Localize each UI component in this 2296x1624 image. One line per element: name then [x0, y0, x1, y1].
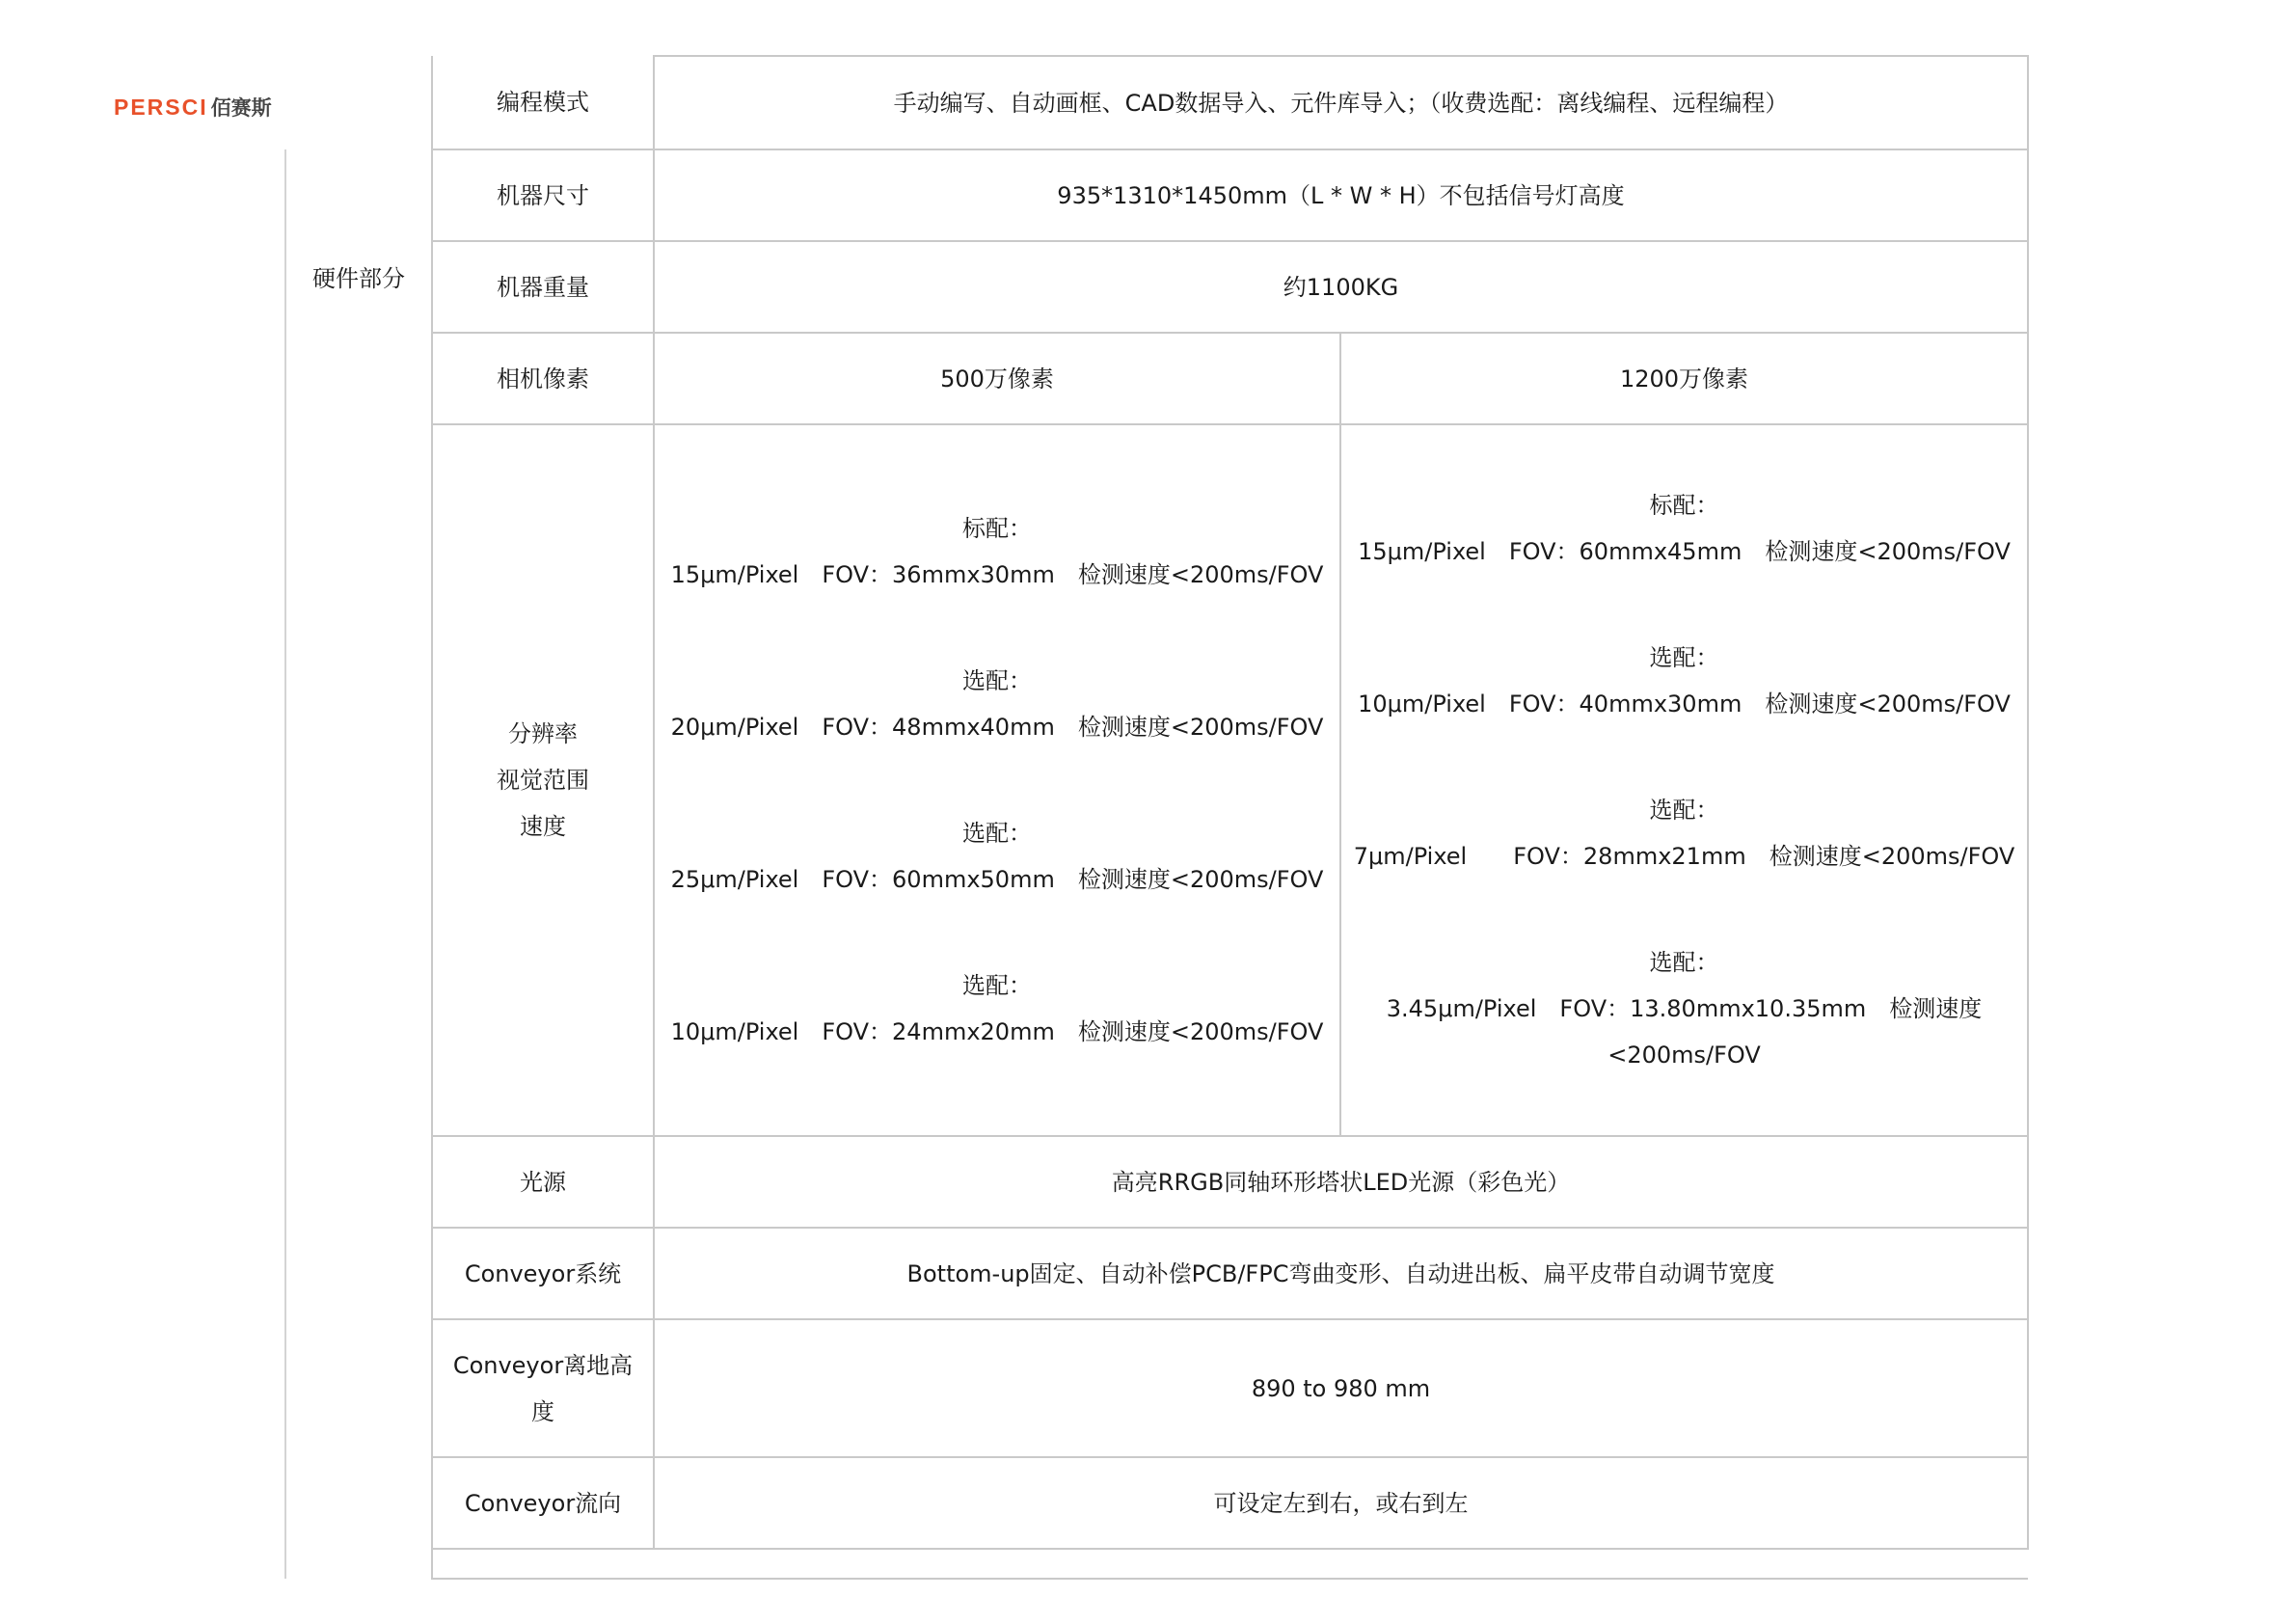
value-conveyor-direction: 可设定左到右，或右到左: [654, 1457, 2028, 1549]
label-conveyor-system: Conveyor系统: [432, 1228, 654, 1319]
spec-table: [284, 55, 2029, 1580]
option-type: 选配：: [962, 972, 1032, 999]
option-type: 选配：: [1649, 949, 1719, 976]
resolution-option: [1353, 787, 2015, 880]
row-weight: [285, 241, 2028, 333]
value-weight: 约1100KG: [654, 241, 2028, 333]
row-conveyor-height: [285, 1319, 2028, 1457]
option-spec: 3.45μm/Pixel FOV：13.80mmx10.35mm 检测速度<200ms/FOV: [1386, 995, 1983, 1069]
row-camera: [285, 333, 2028, 424]
resolution-option: [666, 505, 1328, 598]
resolution-5mp-cell: [654, 424, 1340, 1136]
label-camera: 相机像素: [432, 333, 654, 424]
option-spec: 20μm/Pixel FOV：48mmx40mm 检测速度<200ms/FOV: [670, 714, 1324, 741]
option-spec: 10μm/Pixel FOV：40mmx30mm 检测速度<200ms/FOV: [1358, 690, 2011, 717]
logo-cjk-text: 佰赛斯: [210, 96, 272, 120]
resolution-option: [666, 658, 1328, 750]
option-spec: 25μm/Pixel FOV：60mmx50mm 检测速度<200ms/FOV: [670, 866, 1324, 893]
row-programming: [285, 56, 2028, 149]
option-spec: 15μm/Pixel FOV：36mmx30mm 检测速度<200ms/FOV: [670, 561, 1324, 588]
row-conveyor-direction: [285, 1457, 2028, 1549]
label-resolution-line: 分辨率: [508, 720, 578, 747]
value-programming: 手动编写、自动画框、CAD数据导入、元件库导入；（收费选配：离线编程、远程编程）: [654, 56, 2028, 149]
option-type: 标配：: [1649, 492, 1719, 519]
resolution-option: [666, 962, 1328, 1055]
resolution-option: [1353, 939, 2015, 1078]
value-camera-5mp: 500万像素: [654, 333, 1340, 424]
option-spec: 7μm/Pixel FOV：28mmx21mm 检测速度<200ms/FOV: [1353, 843, 2015, 870]
row-conveyor-system: [285, 1228, 2028, 1319]
option-spec: 10μm/Pixel FOV：24mmx20mm 检测速度<200ms/FOV: [670, 1018, 1324, 1045]
label-conveyor-direction: Conveyor流向: [432, 1457, 654, 1549]
value-conveyor-system: Bottom-up固定、自动补偿PCB/FPC弯曲变形、自动进出板、扁平皮带自动调节宽度: [654, 1228, 2028, 1319]
label-speed-line: 速度: [520, 813, 566, 840]
group-blank-cell: [285, 56, 432, 149]
group-label-hardware: 硬件部分: [285, 149, 432, 1579]
value-conveyor-height: 890 to 980 mm: [654, 1319, 2028, 1457]
label-size: 机器尺寸: [432, 149, 654, 241]
row-size: [285, 149, 2028, 241]
row-light: [285, 1136, 2028, 1228]
option-spec: 15μm/Pixel FOV：60mmx45mm 检测速度<200ms/FOV: [1358, 538, 2011, 565]
label-conveyor-height: Conveyor离地高度: [432, 1319, 654, 1457]
tail-cell: [432, 1549, 2028, 1579]
label-programming: 编程模式: [432, 56, 654, 149]
value-light: 高亮RRGB同轴环形塔状LED光源（彩色光）: [654, 1136, 2028, 1228]
row-resolution: [285, 424, 2028, 1136]
option-type: 选配：: [962, 667, 1032, 694]
option-type: 标配：: [962, 515, 1032, 542]
option-type: 选配：: [1649, 644, 1719, 671]
value-camera-12mp: 1200万像素: [1340, 333, 2028, 424]
label-resolution: [432, 424, 654, 1136]
company-logo: [114, 93, 272, 122]
label-weight: 机器重量: [432, 241, 654, 333]
resolution-option: [1353, 635, 2015, 727]
resolution-12mp-cell: [1340, 424, 2028, 1136]
label-light: 光源: [432, 1136, 654, 1228]
resolution-option: [666, 810, 1328, 903]
label-fov-line: 视觉范围: [497, 767, 589, 794]
row-tail: [285, 1549, 2028, 1579]
option-type: 选配：: [962, 820, 1032, 847]
logo-latin-text: PERSCI: [114, 94, 208, 120]
value-size: 935*1310*1450mm（L * W * H）不包括信号灯高度: [654, 149, 2028, 241]
resolution-option: [1353, 482, 2015, 575]
option-type: 选配：: [1649, 797, 1719, 824]
